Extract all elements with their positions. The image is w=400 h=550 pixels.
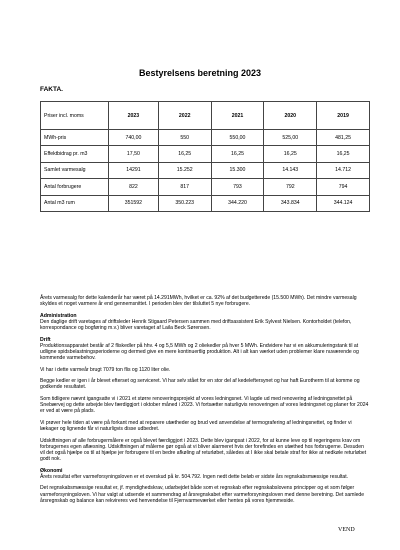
paragraph-drift: Produktionsapparatet består af 2 fliskedler på hhv. 4 og 5,5 MWh og 2 oliekedler på hver 5 MWh. Endvidere har vi en akkumuleringstank til at udligne spidsbelastningsperioderne og dermed give en mere kontinuertlig produktion. Alt i alt kan værket uden problemer klare nuværende og kommende varmebehov. bbox=[40, 342, 359, 362]
table-cell: 792 bbox=[264, 179, 317, 195]
table-cell: 17,50 bbox=[109, 146, 159, 162]
table-cell: 15.300 bbox=[211, 162, 264, 178]
paragraph-varmesalg: Årets varmesalg for dette kalenderår har været på 14.291MWh, hvilket er ca. 92% af det budgetterede (15.500 MWh). Det mindre varmesalg skyldes et noget varmere år end gennemsnittet. I perioden blev der tilsluttet 5 nye forbrugere. bbox=[40, 295, 357, 308]
table-cell: 344.124 bbox=[317, 195, 370, 211]
row-label: Antal forbrugere bbox=[41, 179, 109, 195]
paragraph-drift: Begge kedler er igen i år blevet efterset og serviceret. Vi har selv stået for en stor del af kedeleftersynet og har haft Eurotherm til at komme og godkende resultatet. bbox=[40, 378, 360, 391]
table-cell: 14.143 bbox=[264, 162, 317, 178]
facts-corner-label: Priser incl. moms bbox=[41, 102, 109, 130]
table-row bbox=[41, 146, 370, 162]
table-cell: 14291 bbox=[109, 162, 159, 178]
facts-header-row bbox=[41, 102, 370, 130]
table-cell: 344.220 bbox=[211, 195, 264, 211]
heading-administration: Administration bbox=[40, 312, 77, 319]
table-cell: 343.834 bbox=[264, 195, 317, 211]
table-cell: 351592 bbox=[109, 195, 159, 211]
table-cell: 481,25 bbox=[317, 130, 370, 146]
table-row bbox=[41, 130, 370, 146]
row-label: MWh-pris bbox=[41, 130, 109, 146]
turn-page-label: VEND bbox=[338, 527, 355, 533]
paragraph-drift: Vi har i dette varmeår brugt 7079 ton flis og 1120 liter olie. bbox=[40, 366, 171, 373]
paragraph-administration: Den daglige drift varetages af driftsleder Henrik Stigaard Petersen sammen med driftsassistent Erik Sylvest Nielsen. Kontorholdet (telefon, korrespondance og bogføring m.v.) bliver varetaget af Laila Beck Sørensen. bbox=[40, 318, 352, 332]
year-header: 2020 bbox=[264, 102, 317, 130]
table-cell: 350.223 bbox=[158, 195, 211, 211]
paragraph-okonomi: Det regnskabsmæssige resultat er, jf. myndighedskrav, udarbejdet både som et regnskab efter regnskabslovens principper og et som følger varmeforsyningsloven. Vi har valgt at udsende et sammendrag af årsregnskabet efter varmeforsyningsloven med denne beretning. Det samlede årsregnskab og balance kan rekvireres ved henvendelse til Fjernvarmeværket eller hentes på vores hjemmeside. bbox=[40, 485, 365, 504]
facts-table bbox=[40, 101, 370, 212]
paragraph-drift: Vi prøver hele tiden at være på forkant med at reparere utætheder og brud ved anvendelse af termografering af ledningsnettet, og finder vi lækager og lignende får vi naturligvis disse udbedret. bbox=[40, 419, 352, 433]
year-header: 2019 bbox=[317, 102, 370, 130]
year-header: 2023 bbox=[109, 102, 159, 130]
table-cell: 550 bbox=[158, 130, 211, 146]
table-row bbox=[41, 195, 370, 211]
table-row bbox=[41, 179, 370, 195]
table-cell: 15.252 bbox=[158, 162, 211, 178]
row-label: Effektbidrag pr. m3 bbox=[41, 146, 109, 162]
year-header: 2021 bbox=[211, 102, 264, 130]
table-cell: 16,25 bbox=[317, 146, 370, 162]
row-label: Samlet varmesalg bbox=[41, 162, 109, 178]
year-header: 2022 bbox=[158, 102, 211, 130]
fakta-heading: FAKTA. bbox=[40, 86, 63, 93]
heading-okonomi: Økonomi bbox=[40, 467, 63, 474]
table-cell: 550,00 bbox=[211, 130, 264, 146]
table-cell: 794 bbox=[317, 179, 370, 195]
table-cell: 740,00 bbox=[109, 130, 159, 146]
table-cell: 817 bbox=[158, 179, 211, 195]
table-cell: 822 bbox=[109, 179, 159, 195]
paragraph-drift: Udskiftningen af alle forbrugermålere er også blevet færdiggjort i 2023. Dette blev igangsat i 2022, for at kunne leve op til regeringens krav om forbrugernes egen aflæsning. Udskiftningen af målerne gør også at vi bliver alarmeret hvis der forefindes en utæthed hos forbrugerne. Desuden vil det også hjælpe os til at hjælpe jer forbrugere til en bedre afkøling af returløbet, således at I ikke skal betale straf for ikke at nedkøle returløbet godt nok. bbox=[40, 437, 367, 463]
table-cell: 14.712 bbox=[317, 162, 370, 178]
table-cell: 525,00 bbox=[264, 130, 317, 146]
heading-drift: Drift bbox=[40, 336, 51, 343]
report-body bbox=[40, 295, 370, 509]
table-cell: 16,25 bbox=[158, 146, 211, 162]
table-cell: 16,25 bbox=[211, 146, 264, 162]
paragraph-drift: Som tidligere nævnt igangsatte vi i 2021 et større renoveringsprojekt af vores ledningsnet. Vi lagde ud med renovering af ledningsnettet på Snebærvej og dette arbejde blev færdiggjort i oktober måned i 2023. Vi fortsætter naturligvis renoveringen af vores ledningsnet og planer for 2024 er ved at være på plads. bbox=[40, 395, 369, 415]
table-row bbox=[41, 162, 370, 178]
document-title: Bestyrelsens beretning 2023 bbox=[138, 68, 262, 78]
table-cell: 16,25 bbox=[264, 146, 317, 162]
table-cell: 793 bbox=[211, 179, 264, 195]
row-label: Antal m3 rum bbox=[41, 195, 109, 211]
paragraph-okonomi: Årets resultat efter varmeforsyningsloven er et overskud på kr. 504.792. Ingen nedt dette beløb er sidste års regnskabsmæssige resultat. bbox=[40, 473, 349, 480]
